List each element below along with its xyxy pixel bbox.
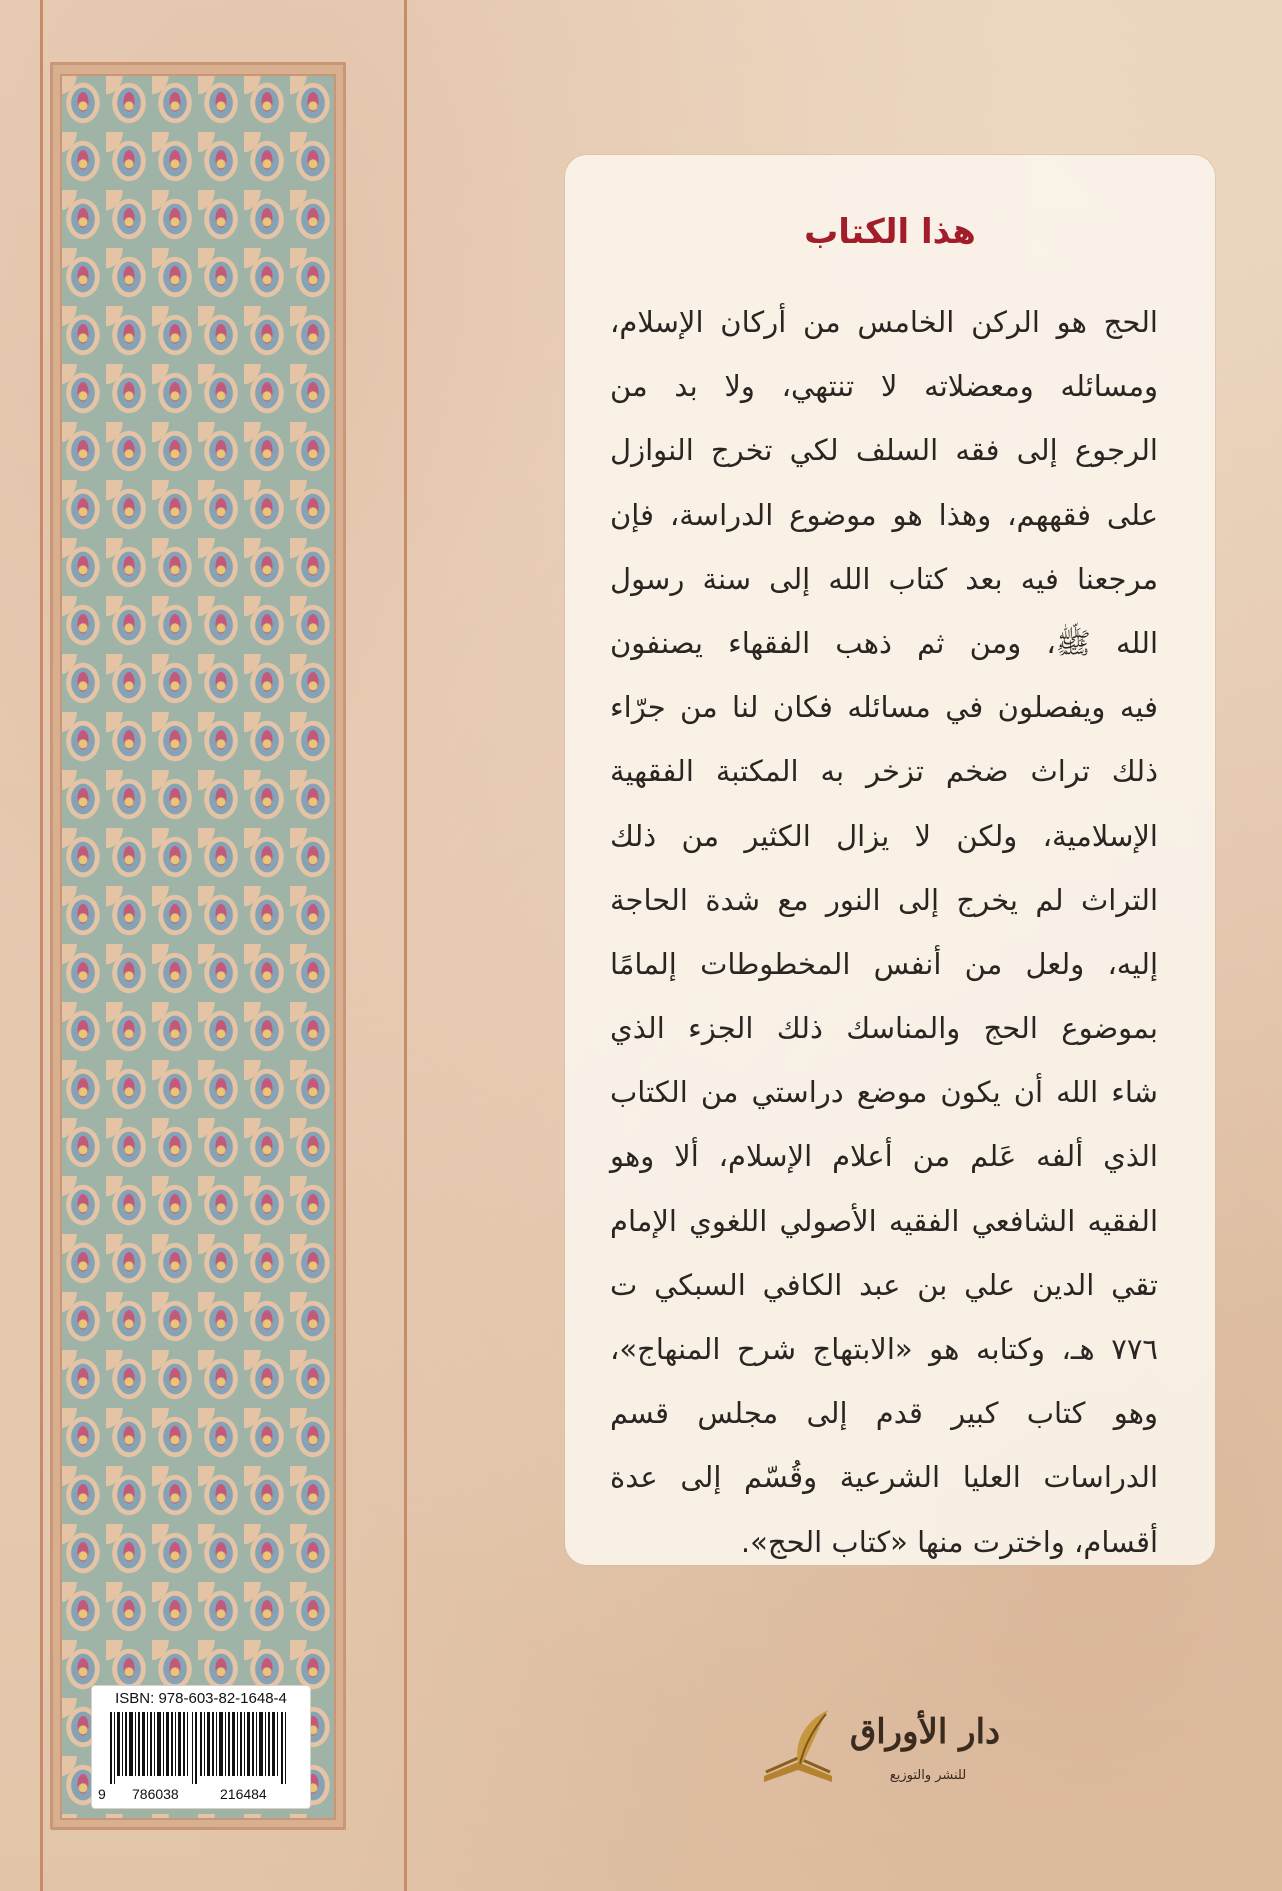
- blurb-line: الرجوع إلى فقه السلف لكي تخرج النوازل: [610, 433, 1158, 468]
- barcode-digit-group: 216484: [220, 1786, 267, 1802]
- blurb-line: الإسلامية، ولكن لا يزال الكثير من ذلك: [610, 818, 1158, 853]
- isbn-number: ISBN: 978-603-82-1648-4: [115, 1690, 287, 1707]
- spine-border-right: [404, 0, 407, 1891]
- blurb-line: أقسام، واخترت منها «كتاب الحج».: [740, 1524, 1158, 1559]
- blurb-line: الدراسات العليا الشرعية وقُسّم إلى عدة: [610, 1460, 1158, 1495]
- blurb-line: تقي الدين علي بن عبد الكافي السبكي ت: [610, 1267, 1158, 1302]
- isbn-barcode-label: [92, 1686, 310, 1808]
- blurb-text: [610, 290, 1158, 1574]
- blurb-line: الذي ألفه عَلم من أعلام الإسلام، ألا وهو: [610, 1139, 1158, 1174]
- barcode-digit-group: 786038: [132, 1786, 179, 1802]
- blurb-line: الحج هو الركن الخامس من أركان الإسلام،: [610, 305, 1158, 339]
- blurb-line: مرجعنا فيه بعد كتاب الله إلى سنة رسول: [610, 561, 1158, 596]
- blurb-line: الفقيه الشافعي الفقيه الأصولي اللغوي الإمام: [610, 1203, 1158, 1238]
- barcode-digit-group: 9: [98, 1786, 106, 1802]
- moroccan-pattern-panel: [60, 74, 336, 1820]
- blurb-line: ومسائله ومعضلاته لا تنتهي، ولا بد من: [610, 369, 1158, 404]
- blurb-line: فيه ويفصلون في مسائله فكان لنا من جرّاء: [610, 690, 1158, 725]
- book-quill-icon: [758, 1706, 838, 1796]
- blurb-line: وهو كتاب كبير قدم إلى مجلس قسم: [610, 1396, 1158, 1431]
- blurb-line: التراث لم يخرج إلى النور مع شدة الحاجة: [610, 882, 1158, 917]
- blurb-line: إليه، ولعل من أنفس المخطوطات إلمامًا: [610, 946, 1158, 981]
- publisher-name: دار الأوراق: [849, 1712, 1001, 1752]
- blurb-line: بموضوع الحج والمناسك ذلك الجزء الذي: [610, 1011, 1158, 1046]
- publisher-subtitle: للنشر والتوزيع: [889, 1768, 967, 1783]
- spine-border-left: [40, 0, 43, 1891]
- barcode-icon: [106, 1712, 296, 1784]
- publisher-logo: [758, 1688, 1030, 1808]
- blurb-line: على فقههم، وهذا هو موضوع الدراسة، فإن: [610, 497, 1158, 532]
- blurb-line: الله ﷺ، ومن ثم ذهب الفقهاء يصنفون: [610, 625, 1158, 660]
- blurb-title: هذا الكتاب: [804, 212, 976, 252]
- blurb-line: ذلك تراث ضخم تزخر به المكتبة الفقهية: [610, 754, 1158, 789]
- blurb-line: شاء الله أن يكون موضع دراستي من الكتاب: [610, 1075, 1158, 1110]
- blurb-line: ٧٧٦ هـ، وكتابه هو «الابتهاج شرح المنهاج»،: [610, 1332, 1158, 1366]
